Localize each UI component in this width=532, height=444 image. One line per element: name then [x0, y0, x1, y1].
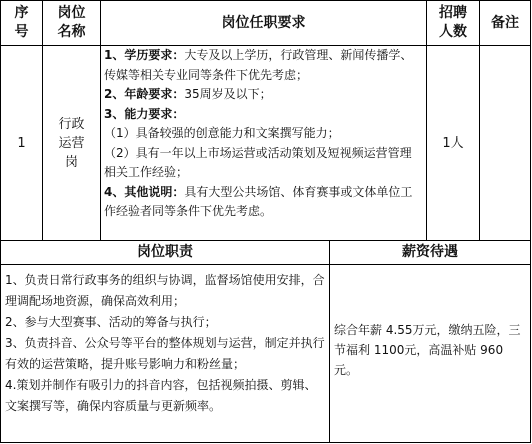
row-position-line: 岗	[64, 154, 78, 170]
duty-item: 1、负责日常行政事务的组织与协调，监督场馆使用安排，合理调配场地资源，确保高效利用；	[5, 273, 325, 308]
requirement-text: 具有大型公共场馆、体育赛事或文体单位工作经验者同等条件下优先考虑。	[104, 184, 413, 218]
header-duties: 岗位职责	[137, 244, 193, 260]
header-index	[1, 1, 42, 45]
table-border	[0, 442, 531, 443]
row-position	[43, 46, 100, 240]
table-divider	[0, 264, 531, 265]
table-divider	[329, 240, 330, 443]
duty-item: 3、负责抖音、公众号等平台的整体规划与运营，制定并执行有效的运营策略，提升账号影响力和粉丝量；	[5, 336, 325, 371]
requirements-list	[104, 46, 423, 222]
header-position-line: 岗位	[57, 5, 86, 21]
requirement-item	[104, 144, 423, 183]
requirement-label: 1、学历要求：	[104, 48, 185, 62]
requirement-text: （1）具备较强的创意能力和文案撰写能力；	[104, 126, 340, 140]
requirement-text: 大专及以上学历，行政管理、新闻传播学、传媒等相关专业同等条件下优先考虑；	[104, 48, 413, 82]
header-remarks: 备注	[491, 14, 519, 31]
header-position-line: 名称	[57, 24, 86, 40]
header-index-line: 序	[14, 5, 29, 21]
requirement-item	[104, 46, 423, 85]
header-salary: 薪资待遇	[402, 244, 458, 260]
duty-item: 4.策划并制作有吸引力的抖音内容，包括视频拍摄、剪辑、文案撰写等，确保内容质量与更新频率。	[5, 378, 317, 413]
requirement-item	[104, 124, 423, 144]
requirement-item	[104, 183, 423, 222]
duties-list	[5, 270, 325, 417]
requirement-label: 2、年龄要求：	[104, 87, 185, 101]
header-requirements: 岗位任职要求	[221, 14, 306, 31]
row-position-line: 行政	[58, 116, 85, 132]
row-remarks	[480, 46, 530, 240]
requirement-label: 4、其他说明：	[104, 184, 185, 199]
requirement-text: 35周岁及以下；	[184, 87, 272, 101]
header-position	[43, 1, 100, 45]
row-index: 1	[17, 135, 26, 151]
requirement-label: 3、能力要求：	[104, 106, 185, 121]
header-headcount-line: 人数	[439, 24, 467, 40]
header-headcount-line: 招聘	[439, 5, 467, 21]
header-index-line: 号	[14, 24, 29, 40]
row-position-line: 运营	[58, 135, 85, 151]
requirement-item	[104, 85, 423, 105]
header-headcount	[427, 1, 479, 45]
table-border	[530, 0, 531, 443]
duty-item: 2、参与大型赛事、活动的筹备与执行；	[5, 315, 217, 329]
requirement-item	[104, 105, 423, 125]
row-headcount: 1人	[442, 135, 464, 151]
requirement-text: （2）具有一年以上市场运营或活动策划及短视频运营管理相关工作经验；	[104, 145, 412, 179]
salary-text: 综合年薪 4.55万元，缴纳五险，三节福利 1100元，高温补贴 960元。	[334, 323, 521, 377]
